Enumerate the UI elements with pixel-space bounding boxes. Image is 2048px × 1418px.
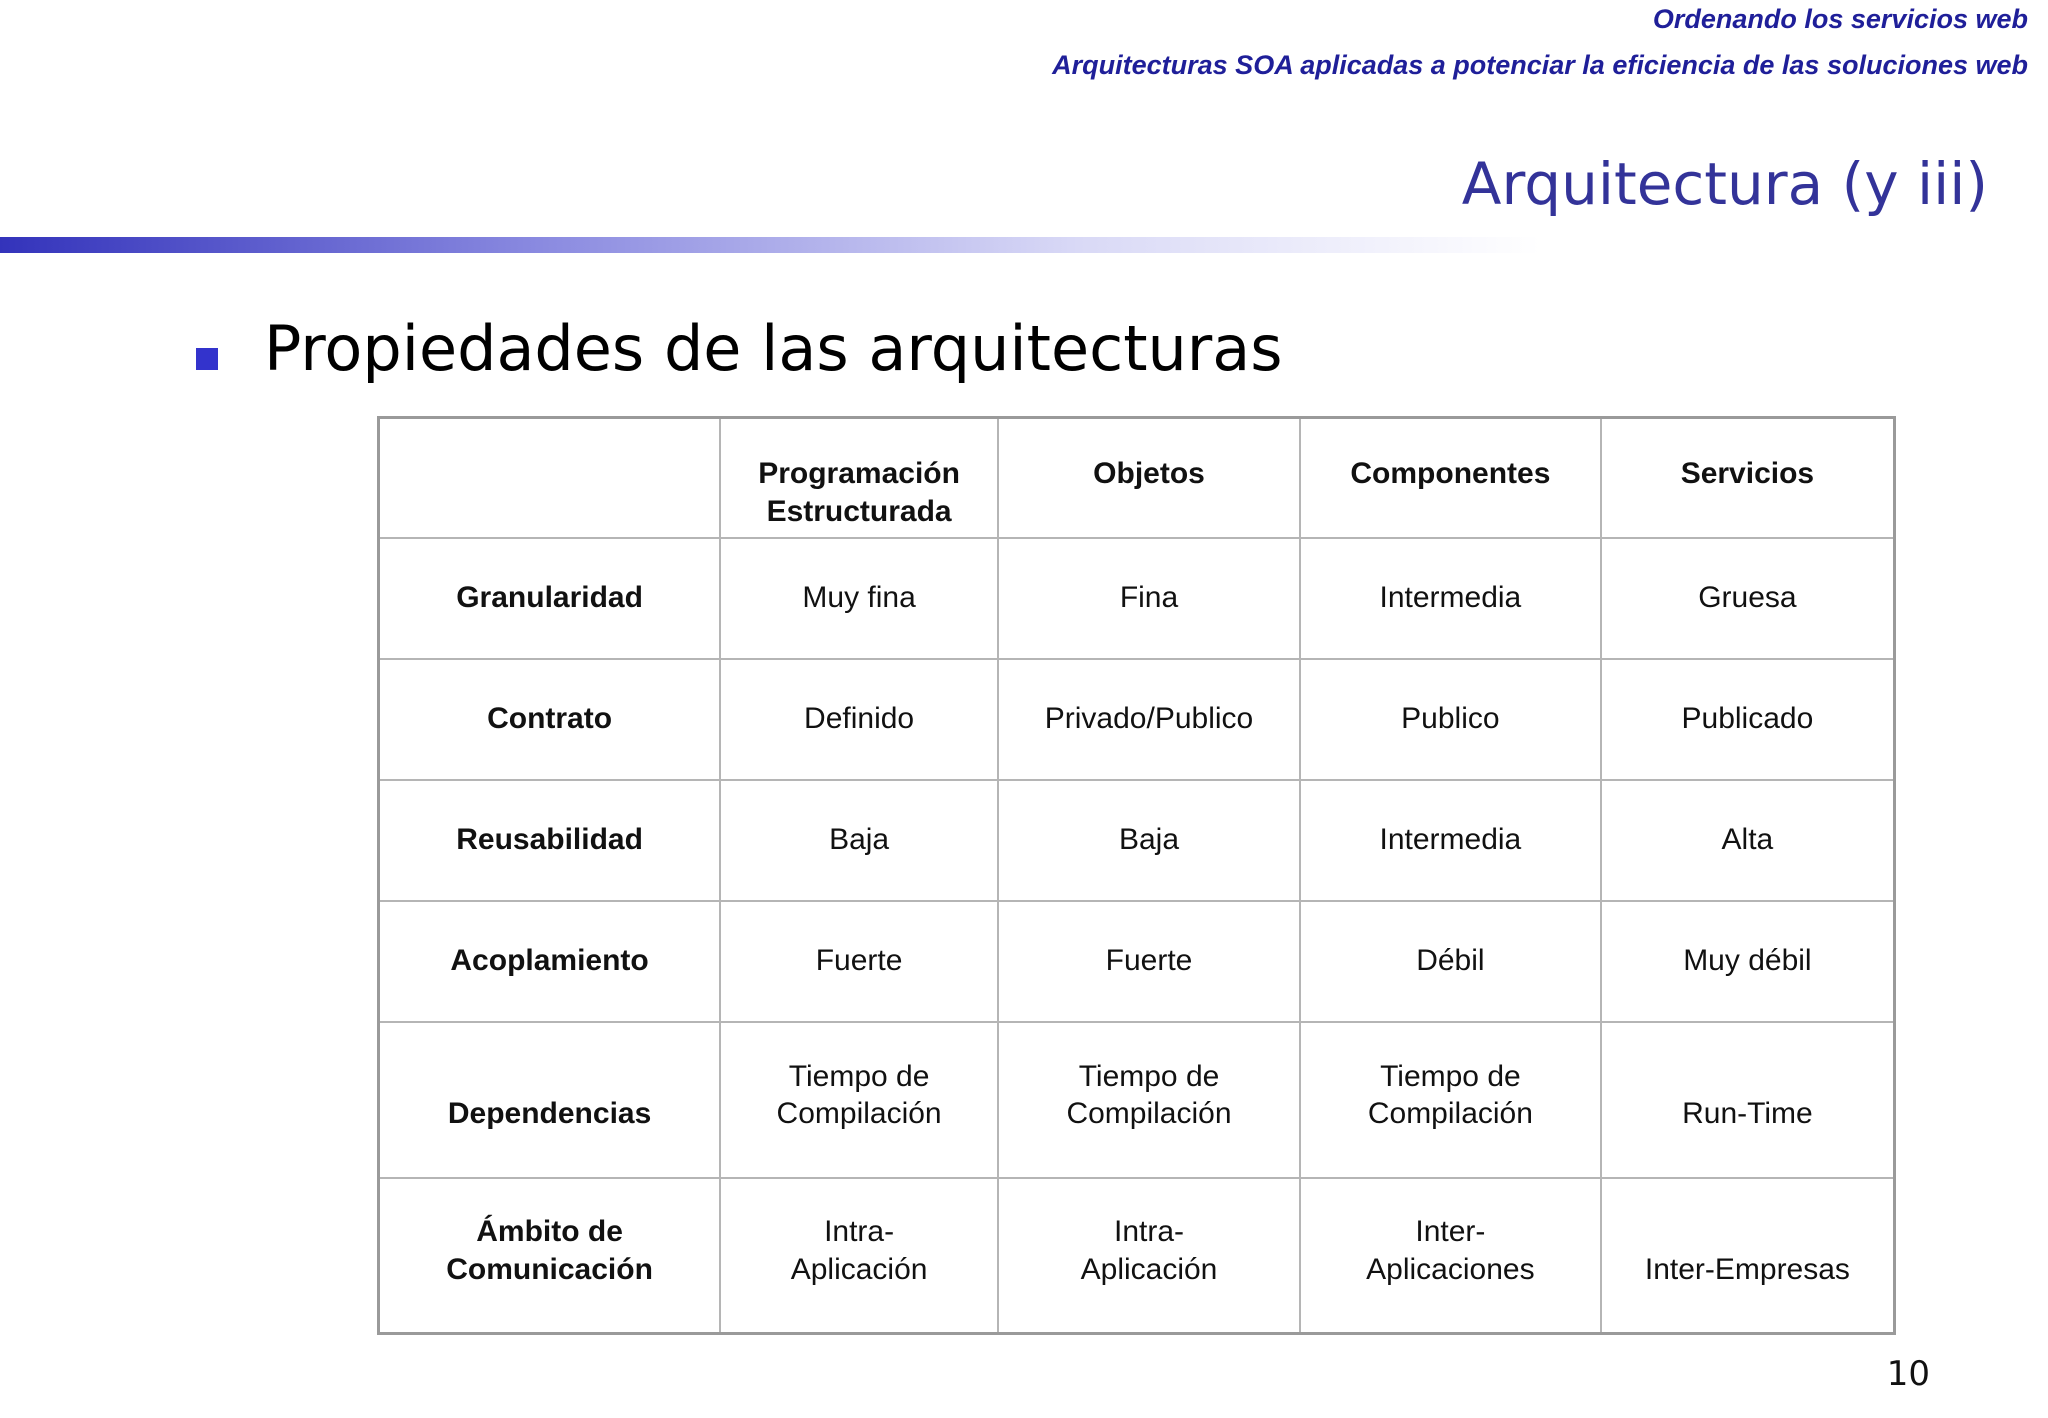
- table-cell: Baja: [720, 780, 998, 901]
- table-cell: Publicado: [1601, 659, 1895, 780]
- table-row: [379, 659, 1895, 780]
- page-number: 10: [1886, 1354, 1930, 1394]
- table-cell: Muy fina: [720, 538, 998, 659]
- table-cell: Tiempo de Compilación: [998, 1022, 1300, 1178]
- bullet-text: Propiedades de las arquitecturas: [264, 312, 1283, 385]
- title-gradient-bar: [0, 237, 1540, 253]
- properties-table: [377, 416, 1896, 1335]
- table-row: [379, 1022, 1895, 1178]
- row-label: Reusabilidad: [379, 780, 721, 901]
- table-row: [379, 538, 1895, 659]
- table-cell: Baja: [998, 780, 1300, 901]
- table-cell: Fuerte: [720, 901, 998, 1022]
- row-label: Acoplamiento: [379, 901, 721, 1022]
- table-row: [379, 1178, 1895, 1334]
- row-label: Contrato: [379, 659, 721, 780]
- bullet-square-icon: [196, 348, 218, 370]
- table-cell: Run-Time: [1601, 1022, 1895, 1178]
- table-cell: Muy débil: [1601, 901, 1895, 1022]
- table-cell: Intra-Aplicación: [998, 1178, 1300, 1334]
- table-cell: Definido: [720, 659, 998, 780]
- table-cell: Tiempo de Compilación: [720, 1022, 998, 1178]
- column-header-empty: [379, 418, 721, 538]
- slide-title: Arquitectura (y iii): [1461, 150, 1988, 218]
- column-header-componentes: Componentes: [1300, 418, 1601, 538]
- table-cell: Alta: [1601, 780, 1895, 901]
- column-header-objetos: Objetos: [998, 418, 1300, 538]
- row-label: Granularidad: [379, 538, 721, 659]
- row-label: Dependencias: [379, 1022, 721, 1178]
- table-cell: Intermedia: [1300, 538, 1601, 659]
- table-cell: Inter-Empresas: [1601, 1178, 1895, 1334]
- header-subtitle-1: Ordenando los servicios web: [1652, 4, 2028, 34]
- table-cell: Fuerte: [998, 901, 1300, 1022]
- column-header-programacion: Programación Estructurada: [720, 418, 998, 538]
- table-cell: Inter-Aplicaciones: [1300, 1178, 1601, 1334]
- table-cell: Privado/Publico: [998, 659, 1300, 780]
- table-cell: Intermedia: [1300, 780, 1601, 901]
- table-cell: Gruesa: [1601, 538, 1895, 659]
- table-header-row: [379, 418, 1895, 538]
- column-header-servicios: Servicios: [1601, 418, 1895, 538]
- table-cell: Intra-Aplicación: [720, 1178, 998, 1334]
- row-label: Ámbito de Comunicación: [379, 1178, 721, 1334]
- table-cell: Publico: [1300, 659, 1601, 780]
- table-cell: Débil: [1300, 901, 1601, 1022]
- header-subtitle-2: Arquitecturas SOA aplicadas a potenciar la eficiencia de las soluciones web: [1052, 50, 2028, 80]
- table-row: [379, 780, 1895, 901]
- table-row: [379, 901, 1895, 1022]
- table-cell: Fina: [998, 538, 1300, 659]
- table-cell: Tiempo de Compilación: [1300, 1022, 1601, 1178]
